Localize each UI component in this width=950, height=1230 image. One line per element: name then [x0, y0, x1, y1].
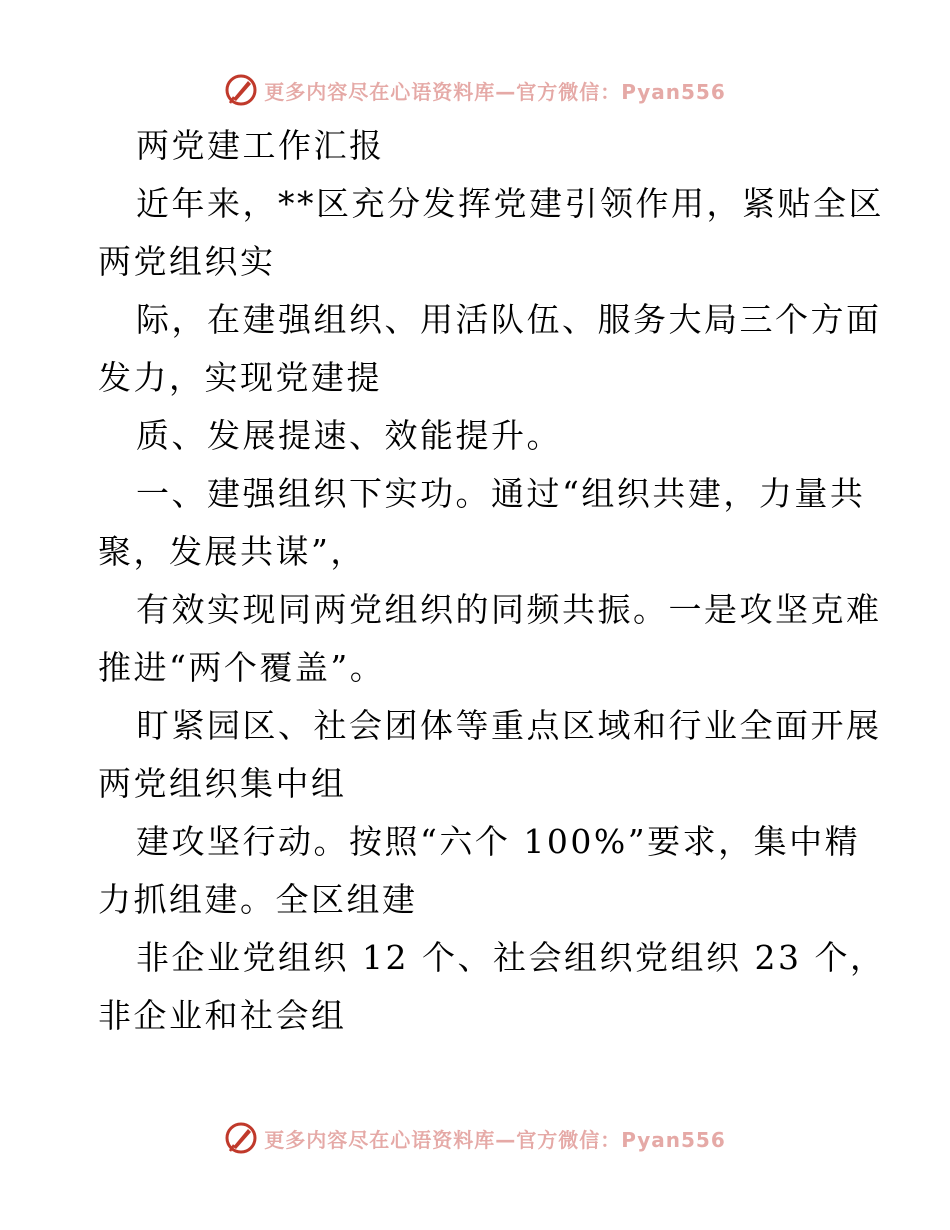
header-watermark	[0, 70, 950, 110]
paragraph-line: 盯紧园区、社会团体等重点区域和行业全面开展	[136, 706, 882, 745]
paragraph-line: 际，在建强组织、用活队伍、服务大局三个方面	[136, 300, 882, 339]
feather-pen-seal-icon	[224, 73, 258, 107]
document-body	[98, 117, 886, 1045]
paragraph-line: 质、发展提速、效能提升。	[136, 416, 562, 455]
section-heading-line: 一、建强组织下实功。通过“组织共建，力量共	[136, 474, 866, 513]
paragraph-line: 两党组织实	[98, 242, 276, 281]
paragraph-line: 非企业党组织 12 个、社会组织党组织 23 个，	[136, 938, 886, 977]
paragraph-line: 两党组织集中组	[98, 764, 347, 803]
paragraph-line: 推进“两个覆盖”。	[98, 648, 386, 687]
paragraph-line: 有效实现同两党组织的同频共振。一是攻坚克难	[136, 590, 882, 629]
feather-pen-seal-icon	[224, 1121, 258, 1155]
paragraph-line: 近年来，**区充分发挥党建引领作用，紧贴全区	[136, 184, 884, 223]
paragraph-line: 力抓组建。全区组建	[98, 880, 418, 919]
paragraph-line: 非企业和社会组	[98, 996, 347, 1035]
paragraph-line: 发力，实现党建提	[98, 358, 382, 397]
paragraph-line: 建攻坚行动。按照“六个 100%”要求，集中精	[136, 822, 861, 861]
watermark-text: 更多内容尽在心语资料库—官方微信：Pyan556	[264, 1127, 726, 1152]
document-title: 两党建工作汇报	[136, 126, 385, 165]
paragraph-line: 聚，发展共谋”，	[98, 532, 366, 571]
footer-watermark	[0, 1118, 950, 1158]
watermark-text: 更多内容尽在心语资料库—官方微信：Pyan556	[264, 79, 726, 104]
